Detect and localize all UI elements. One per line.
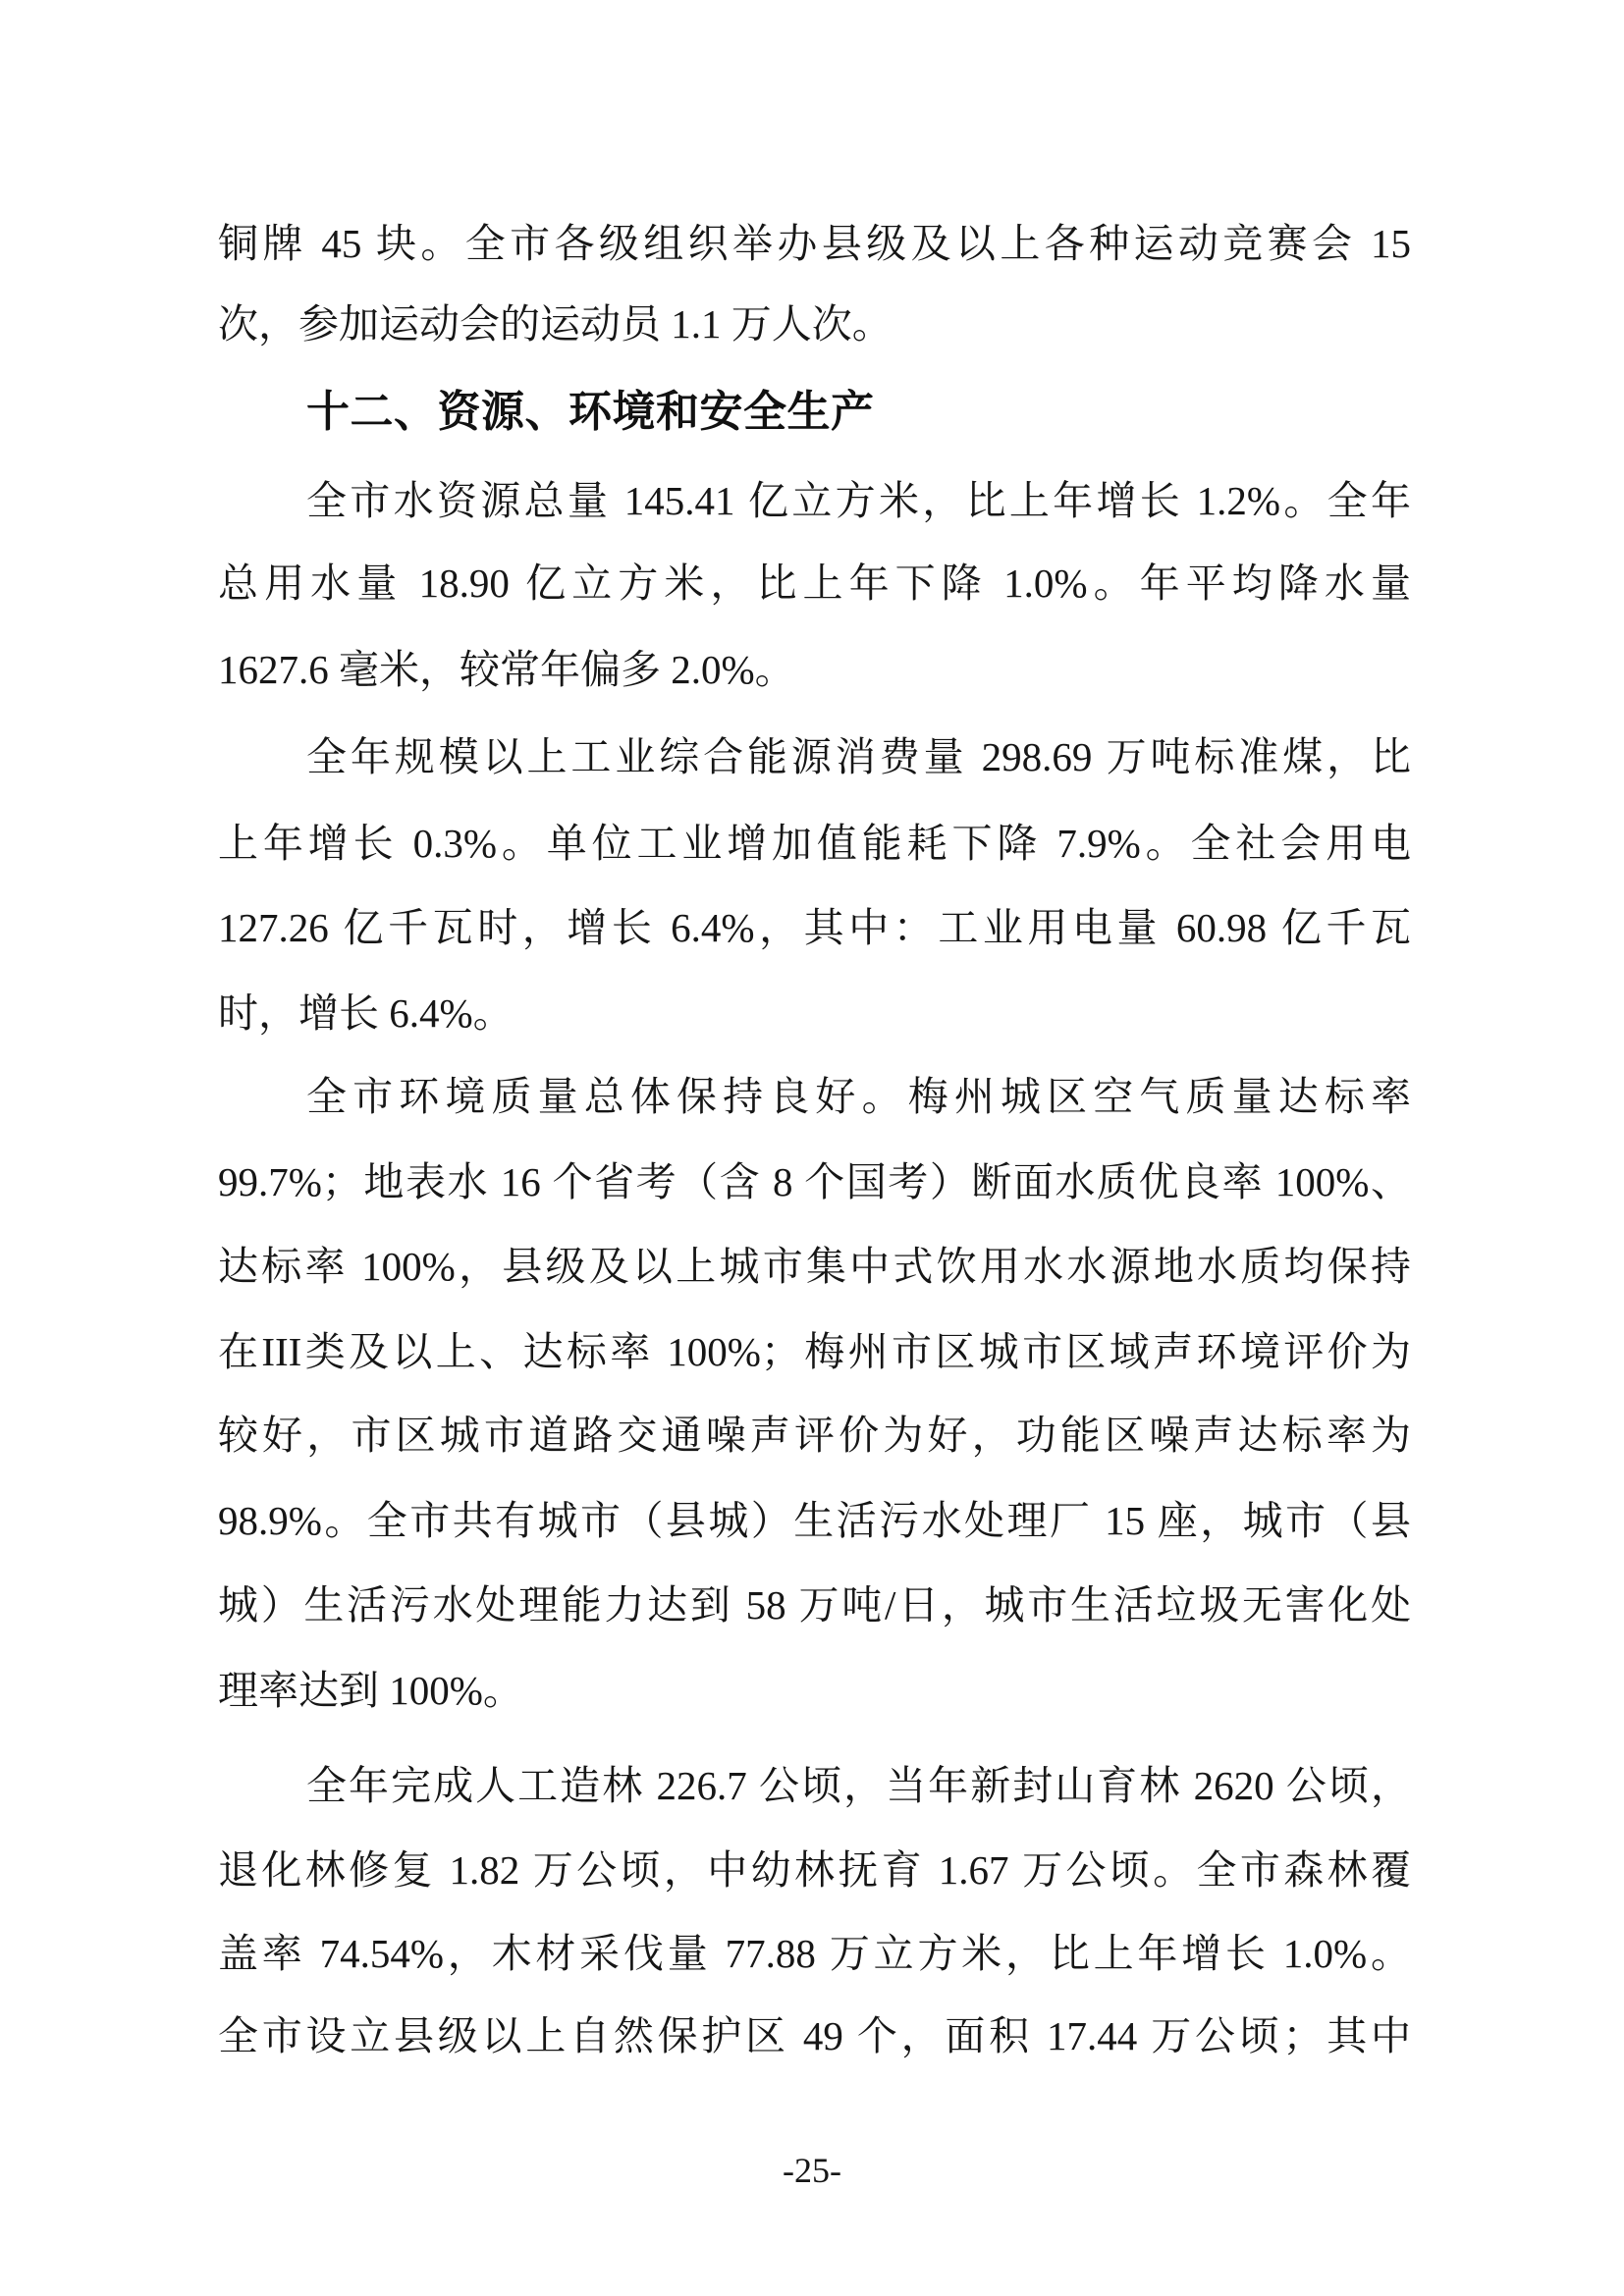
text-line: 全市设立县级以上自然保护区 49 个，面积 17.44 万公顷；其中 [218, 2013, 1411, 2058]
text-line: 127.26 亿千瓦时，增长 6.4%，其中：工业用电量 60.98 亿千瓦 [218, 905, 1411, 950]
text-line: 上年增长 0.3%。单位工业增加值能耗下降 7.9%。全社会用电 [218, 821, 1411, 866]
text-line: 98.9%。全市共有城市（县城）生活污水处理厂 15 座，城市（县 [218, 1498, 1411, 1543]
text-line: 铜牌 45 块。全市各级组织举办县级及以上各种运动竞赛会 15 [218, 221, 1411, 266]
text-line: 全年规模以上工业综合能源消费量 298.69 万吨标准煤，比 [306, 734, 1411, 779]
text-line: 达标率 100%，县级及以上城市集中式饮用水水源地水质均保持 [218, 1244, 1411, 1289]
text-line: 较好，市区城市道路交通噪声评价为好，功能区噪声达标率为 [218, 1413, 1411, 1458]
text-line: 退化林修复 1.82 万公顷，中幼林抚育 1.67 万公顷。全市森林覆 [218, 1847, 1411, 1893]
section-heading: 十二、资源、环境和安全生产 [306, 387, 875, 437]
text-line: 盖率 74.54%，木材采伐量 77.88 万立方米，比上年增长 1.0%。 [218, 1931, 1411, 1976]
page-number: -25- [783, 2151, 841, 2190]
text-line: 1627.6 毫米，较常年偏多 2.0%。 [218, 647, 795, 692]
text-line: 城）生活污水处理能力达到 58 万吨/日，城市生活垃圾无害化处 [218, 1582, 1411, 1628]
text-line: 99.7%；地表水 16 个省考（含 8 个国考）断面水质优良率 100%、 [218, 1159, 1411, 1204]
text-line: 在III类及以上、达标率 100%；梅州市区城市区域声环境评价为 [218, 1329, 1411, 1374]
text-line: 次，参加运动会的运动员 1.1 万人次。 [218, 301, 893, 347]
text-line: 总用水量 18.90 亿立方米，比上年下降 1.0%。年平均降水量 [218, 561, 1411, 606]
text-line: 全市环境质量总体保持良好。梅州城区空气质量达标率 [306, 1074, 1411, 1119]
text-line: 时，增长 6.4%。 [218, 990, 514, 1036]
text-line: 理率达到 100%。 [218, 1668, 523, 1713]
text-line: 全年完成人工造林 226.7 公顷，当年新封山育林 2620 公顷， [306, 1763, 1411, 1808]
text-line: 全市水资源总量 145.41 亿立方米，比上年增长 1.2%。全年 [306, 478, 1411, 523]
